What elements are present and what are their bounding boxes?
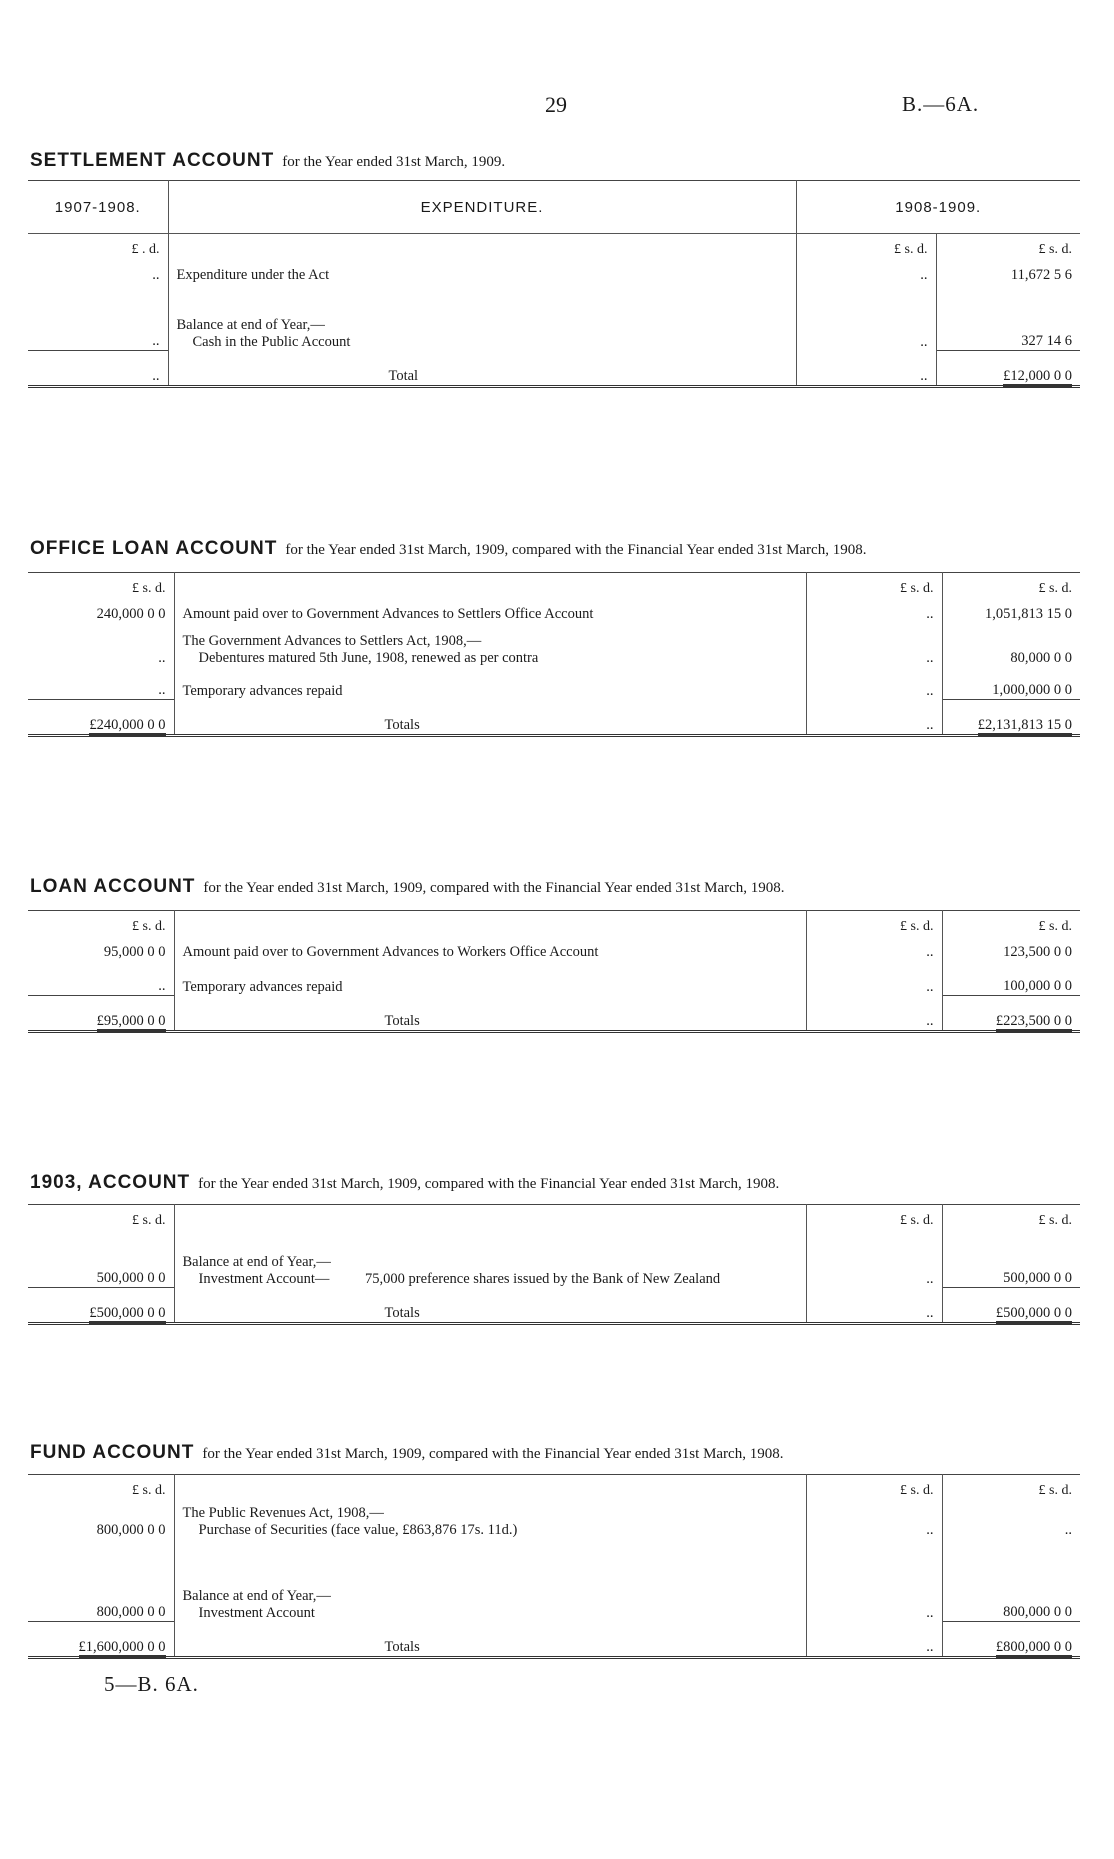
- row-description: Temporary advances repaid: [174, 667, 806, 700]
- total-b: [942, 996, 1080, 1032]
- total-a: ..: [806, 700, 942, 736]
- units-b: £ s. d.: [1038, 581, 1072, 596]
- settlement-account-table: [28, 180, 1080, 388]
- fund-account-title: [30, 1442, 783, 1464]
- value-b: 100,000 0 0: [1003, 978, 1072, 994]
- units-row: [28, 1205, 1080, 1230]
- total-prev-value: £240,000 0 0: [89, 717, 165, 736]
- value-b: 123,500 0 0: [1003, 944, 1072, 960]
- row-description: Amount paid over to Government Advances to Settlers Office Account: [174, 597, 806, 623]
- fund-account-table: [28, 1474, 1080, 1659]
- row-description-line2: Investment Account: [198, 1604, 315, 1621]
- units-prev: £ s. d.: [28, 1475, 174, 1500]
- value-a: ..: [796, 258, 936, 284]
- loan-account-heading: LOAN ACCOUNT: [30, 876, 196, 897]
- total-row: [28, 996, 1080, 1032]
- table-row: [28, 1499, 1080, 1539]
- row-description-line2: Investment Account—: [198, 1270, 330, 1287]
- units-row: [28, 234, 1080, 259]
- row-description: [174, 1539, 806, 1622]
- units-b: £ s. d.: [1038, 242, 1072, 257]
- total-prev: [28, 1622, 174, 1658]
- row-description-line1: The Public Revenues Act, 1908,—: [182, 1505, 384, 1521]
- value-a: ..: [806, 935, 942, 961]
- total-label: Totals: [174, 996, 806, 1032]
- account-1903-subtitle: for the Year ended 31st March, 1909, compared with the Financial Year ended 31st March, 1908.: [198, 1176, 780, 1192]
- units-b: £ s. d.: [1038, 1213, 1072, 1228]
- value-b: ..: [1064, 1522, 1072, 1538]
- total-b-value: £12,000 0 0: [1003, 368, 1072, 387]
- row-description: Temporary advances repaid: [174, 961, 806, 996]
- table-row: [28, 935, 1080, 961]
- account-1903-title: [30, 1172, 779, 1194]
- column-header-prev-year: 1907-1908.: [28, 181, 168, 234]
- column-header-curr-year: 1908-1909.: [796, 181, 1080, 234]
- row-description-line1: The Government Advances to Settlers Act, 1908,—: [182, 633, 482, 649]
- table-row: [28, 284, 1080, 351]
- value-a: ..: [806, 1539, 942, 1622]
- total-b: [942, 1622, 1080, 1658]
- table-row: [28, 1539, 1080, 1622]
- prev-value: 800,000 0 0: [28, 1499, 174, 1539]
- total-prev-value: £500,000 0 0: [89, 1305, 165, 1324]
- value-a: ..: [806, 1229, 942, 1288]
- total-b-value: £223,500 0 0: [996, 1013, 1072, 1032]
- row-description: [174, 1229, 806, 1288]
- value-b: 500,000 0 0: [1003, 1270, 1072, 1286]
- value-a: ..: [806, 961, 942, 996]
- units-spacer: [174, 573, 806, 598]
- row-description: [168, 284, 796, 351]
- account-1903-table: [28, 1204, 1080, 1325]
- page-number: 29: [545, 92, 567, 117]
- row-description-line1: Balance at end of Year,—: [182, 1253, 331, 1270]
- office-loan-account-heading: OFFICE LOAN ACCOUNT: [30, 538, 278, 559]
- units-a: £ s. d.: [806, 573, 942, 598]
- fund-account-heading: FUND ACCOUNT: [30, 1442, 195, 1463]
- units-spacer: [174, 1205, 806, 1230]
- units-a: £ s. d.: [796, 234, 936, 259]
- units-a: £ s. d.: [806, 1475, 942, 1500]
- table-row: [28, 961, 1080, 996]
- office-loan-account-subtitle: for the Year ended 31st March, 1909, compared with the Financial Year ended 31st March, 1908.: [285, 542, 867, 558]
- value-a: ..: [796, 284, 936, 351]
- total-prev: [28, 1288, 174, 1324]
- table-row: [28, 258, 1080, 284]
- total-label: Total: [168, 351, 796, 387]
- total-row: [28, 351, 1080, 387]
- row-description: [174, 1499, 806, 1539]
- total-b-value: £500,000 0 0: [996, 1305, 1072, 1324]
- prev-value: ..: [28, 961, 174, 996]
- prev-value: 800,000 0 0: [28, 1539, 174, 1622]
- value-b: 800,000 0 0: [1003, 1604, 1072, 1620]
- units-row: [28, 911, 1080, 936]
- prev-value: 240,000 0 0: [28, 597, 174, 623]
- table-row: [28, 623, 1080, 667]
- total-prev: [28, 996, 174, 1032]
- units-prev: £ s. d.: [28, 911, 174, 936]
- value-b: 80,000 0 0: [1010, 650, 1072, 666]
- settlement-account-heading: SETTLEMENT ACCOUNT: [30, 150, 275, 171]
- value-a: ..: [806, 623, 942, 667]
- settlement-header-row: [28, 181, 1080, 234]
- loan-account-title: [30, 876, 785, 898]
- total-prev-value: £1,600,000 0 0: [79, 1639, 166, 1658]
- total-b-value: £2,131,813 15 0: [978, 717, 1072, 736]
- column-header-expenditure: EXPENDITURE.: [168, 181, 796, 234]
- units-prev: £ s. d.: [28, 573, 174, 598]
- total-row: [28, 1622, 1080, 1658]
- units-b: £ s. d.: [1038, 1483, 1072, 1498]
- fund-account-subtitle: for the Year ended 31st March, 1909, compared with the Financial Year ended 31st March, 1908.: [202, 1446, 784, 1462]
- total-b-value: £800,000 0 0: [996, 1639, 1072, 1658]
- total-label: Totals: [174, 700, 806, 736]
- row-description: Amount paid over to Government Advances to Workers Office Account: [174, 935, 806, 961]
- row-description-line2: Purchase of Securities (face value, £863,876 17s. 11d.): [198, 1522, 518, 1538]
- document-reference: B.—6A.: [902, 92, 980, 116]
- account-1903-heading: 1903, ACCOUNT: [30, 1172, 191, 1193]
- value-a: ..: [806, 667, 942, 700]
- units-spacer: [174, 1475, 806, 1500]
- settlement-account-subtitle: for the Year ended 31st March, 1909.: [282, 154, 506, 170]
- prev-value: 95,000 0 0: [28, 935, 174, 961]
- total-a: ..: [796, 351, 936, 387]
- total-b: [942, 1288, 1080, 1324]
- value-a: ..: [806, 597, 942, 623]
- total-label: Totals: [174, 1288, 806, 1324]
- prev-value: ..: [28, 667, 174, 700]
- office-loan-account-title: [30, 538, 866, 560]
- total-a: ..: [806, 1288, 942, 1324]
- loan-account-table: [28, 910, 1080, 1033]
- units-a: £ s. d.: [806, 1205, 942, 1230]
- units-b: £ s. d.: [1038, 919, 1072, 934]
- units-a: £ s. d.: [806, 911, 942, 936]
- row-description-line1: Balance at end of Year,—: [182, 1587, 331, 1604]
- total-label: Totals: [174, 1622, 806, 1658]
- value-b: 11,672 5 6: [1010, 267, 1072, 283]
- total-prev-value: £95,000 0 0: [97, 1013, 166, 1032]
- loan-account-subtitle: for the Year ended 31st March, 1909, compared with the Financial Year ended 31st March, 1908.: [203, 880, 785, 896]
- units-row: [28, 573, 1080, 598]
- units-spacer: [168, 234, 796, 259]
- row-description-line2: Debentures matured 5th June, 1908, renewed as per contra: [198, 650, 539, 666]
- row-description-line1: Balance at end of Year,—: [176, 316, 325, 333]
- settlement-account-title: [30, 150, 505, 172]
- total-row: [28, 700, 1080, 736]
- total-row: [28, 1288, 1080, 1324]
- row-description-line2: Cash in the Public Account: [192, 333, 351, 350]
- prev-value: 500,000 0 0: [28, 1229, 174, 1288]
- row-description-text: Expenditure under the Act: [176, 267, 330, 283]
- total-b: [936, 351, 1080, 387]
- units-row: [28, 1475, 1080, 1500]
- office-loan-account-table: [28, 572, 1080, 737]
- table-row: [28, 667, 1080, 700]
- row-description: [168, 258, 796, 284]
- value-b: 1,000,000 0 0: [992, 682, 1072, 698]
- prev-value: ..: [28, 623, 174, 667]
- units-spacer: [174, 911, 806, 936]
- value-b: 327 14 6: [1021, 333, 1072, 349]
- units-prev: £ . d.: [28, 234, 168, 259]
- prev-value: ..: [28, 258, 168, 284]
- table-row: [28, 1229, 1080, 1288]
- table-row: [28, 597, 1080, 623]
- sheet-signature: 5—B. 6A.: [104, 1672, 199, 1696]
- prev-value: ..: [28, 284, 168, 351]
- total-a: ..: [806, 996, 942, 1032]
- total-prev: ..: [28, 351, 168, 387]
- row-description-line3: 75,000 preference shares issued by the Bank of New Zealand: [365, 1270, 721, 1287]
- value-b: 1,051,813 15 0: [985, 606, 1072, 622]
- value-a: ..: [806, 1499, 942, 1539]
- total-prev: [28, 700, 174, 736]
- total-a: ..: [806, 1622, 942, 1658]
- total-b: [942, 700, 1080, 736]
- units-prev: £ s. d.: [28, 1205, 174, 1230]
- row-description: [174, 623, 806, 667]
